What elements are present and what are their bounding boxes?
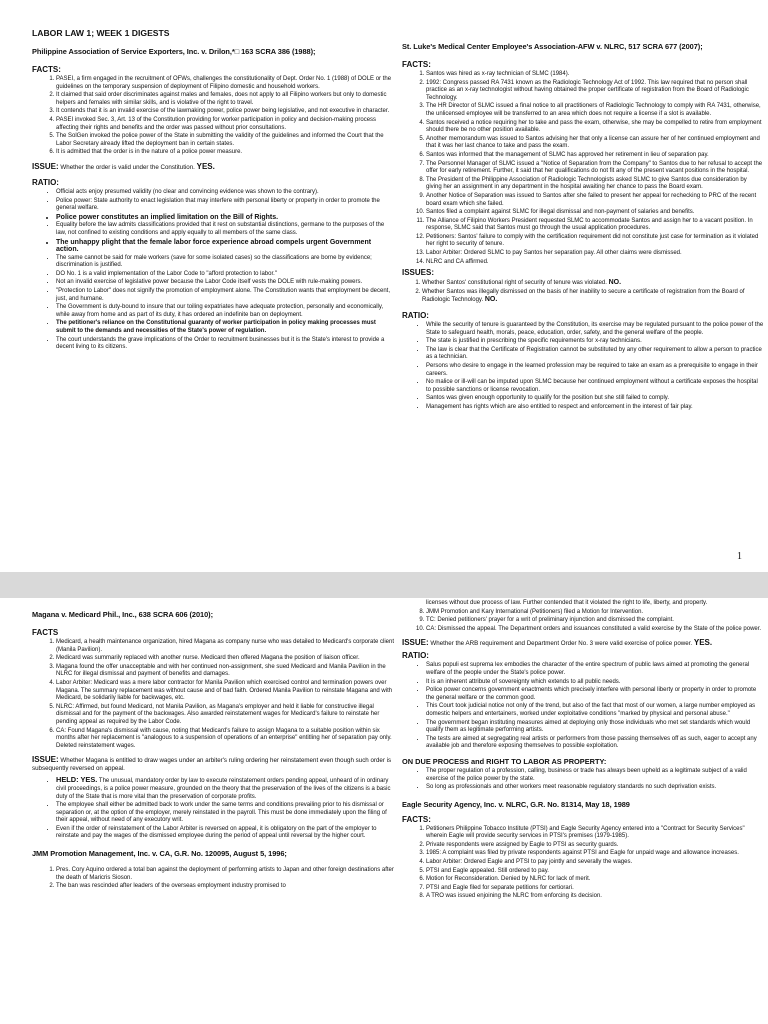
list-item: 8. The President of the Philippine Association of Radiologic Technologists asked SLMC to give Santos due consideration by giving her an assignment in any department in the hospital awaiting her chance to pass the Board exam. (426, 177, 764, 192)
ratio-heading: RATIO: (402, 651, 429, 661)
held-text: The unusual, mandatory order by law to execute reinstatement orders pending appeal, unheard of in ordinary civil proceedings, is a police power measure, grounded on the theory that the preservation of the lives of the citizens is a basic duty of the State that is more vital than the preservation of corporate profits. (56, 778, 391, 800)
list-item: • Police power constitutes an implied limitation on the Bill of Rights. (56, 214, 394, 222)
facts-list (32, 76, 394, 157)
facts-heading: FACTS: (402, 814, 431, 824)
list-item: • The court understands the grave implications of the Order to recruitment businesses but it is the State's interest to provide a decent living to its citizens. (56, 337, 394, 352)
list-item: • No malice or ill-will can be imputed upon SLMC because her continued employment without a certificate exposes the hospital to possible sanctions or license revocation. (426, 379, 764, 394)
list-item: 2. Medicard was summarily replaced with another nurse. Medicard then offered Magana the position of liaison officer. (56, 655, 394, 663)
left-column (32, 28, 394, 353)
list-item: 6. Motion for Reconsideration. Denied by NLRC for lack of merit. (426, 876, 764, 884)
due-process-heading: ON DUE PROCESS and RIGHT TO LABOR AS PROPERTY: (402, 756, 607, 766)
ratio-list (32, 189, 394, 352)
list-item: • The employee shall either be admitted back to work under the same terms and conditions prevailing prior to his dismissal or separation or, at the option of the employer, merely reinstated in the payroll. This must be done immediately upon the filing of their appeal, without need of any executory writ. (56, 802, 394, 825)
case-title-pasei: Philippine Association of Service Exporters, Inc. v. Drilon,*□ 163 SCRA 386 (1988); (32, 47, 316, 56)
list-item: • The same cannot be said for male workers (save for some isolated cases) so the classifications are borne by evidence; discrimination is justified. (56, 255, 394, 270)
case-title-magana: Magana v. Medicard Phil., Inc., 638 SCRA 606 (2010); (32, 610, 213, 619)
list-item: 1. PASEI, a firm engaged in the recruitment of OFWs, challenges the constitutionality of Dept. Order No. 1 (1988) of DOLE or the guidelines on the temporary suspension of deployment of Filipino domestic and household workers. (56, 76, 394, 91)
list-item: • It is an inherent attribute of sovereignty which extends to all public needs. (426, 679, 764, 687)
page-number: 1 (737, 551, 742, 562)
list-item: 4. Labor Arbiter: Ordered Eagle and PTSI to pay jointly and severally the wages. (426, 859, 764, 867)
issue-text: Whether the order is valid under the Constitution. (60, 163, 195, 171)
issue-answer: YES. (693, 638, 713, 648)
list-item: • Equality before the law admits classifications provided that it rest on substantial distinctions, germane to the purposes of the law, not confined to existing conditions and apply equally to all members of the same class. (56, 222, 394, 237)
list-item: • The state is justified in prescribing the specific requirements for x-ray technicians. (426, 338, 764, 346)
list-item: • The unhappy plight that the female labor force experience abroad compels urgent Government action. (56, 239, 394, 254)
list-item: 5. The SolGen invoked the police power of the State in submitting the validity of the guidelines and informed the Court that the Labor Secretary already lifted the deployment ban in certain states. (56, 133, 394, 148)
list-item: • The tests are aimed at segregating real artists or performers from those passing themselves off as such, eager to accept any available job and therefore exposing themselves to possible exploitation. (426, 736, 764, 751)
list-item: 5. NLRC: Affirmed, but found Medicard, not Manila Pavilion, as Magana's employer and held it liable for constructive illegal dismissal and for the payment of the backwages. Also awarded reinstatement wages for Medicard's failure to reinstate her pending appeal as required by the Labor Code. (56, 704, 394, 727)
issue-answer: NO. (608, 279, 622, 287)
list-item: • Santos was given enough opportunity to qualify for the position but she still failed to comply. (426, 395, 764, 403)
list-item: • "Protection to Labor" does not signify the promotion of employment alone. The Constitution wants that employment be decent, just, and humane. (56, 288, 394, 303)
document-title: LABOR LAW 1; WEEK 1 DIGESTS (32, 28, 170, 38)
list-item: • Official acts enjoy presumed validity (no clear and convincing evidence was shown to the contrary). (56, 189, 394, 197)
list-item: • Police power: State authority to enact legislation that may interfere with personal liberty or property in order to promote the general welfare. (56, 198, 394, 213)
left-column (32, 610, 394, 892)
list-item: 2. The ban was rescinded after leaders of the overseas employment industry promised to (56, 883, 394, 891)
held-label: HELD: YES. (56, 775, 98, 785)
list-item: 8. A TRO was issued enjoining the NLRC from enforcing its decision. (426, 893, 764, 901)
facts-heading: FACTS: (402, 60, 431, 69)
list-item: 3. Magana found the offer unacceptable and with her continued non-assignment, she sued Medicard and Manila Pavilion in the NLRC for illegal dismissal and payment of benefits and damages. (56, 664, 394, 679)
list-item: 5. Another memorandum was issued to Santos advising her that only a license can assure her of her continued employment and that it was her last chance to take and pass the exam. (426, 136, 764, 151)
issue-text: Whether Santos was illegally dismissed on the basis of her inability to secure a certificate of registration from the Board of Radiologic Technology. (422, 288, 745, 304)
list-item: 8. JMM Promotion and Kary International (Petitioners) filed a Motion for Intervention. (426, 609, 764, 617)
list-item: 9. TC: Denied petitioners' prayer for a writ of preliminary injunction and dismissed the complaint. (426, 617, 764, 625)
facts-list (32, 867, 394, 891)
list-item: 3. The HR Director of SLMC issued a final notice to all practitioners of Radiologic Technology to comply with RA 7431, otherwise, the unlicensed employee will be transferred to an area which does not require a license if a slot is available. (426, 103, 764, 118)
list-item: 4. Labor Arbiter: Medicard was a mere labor contractor for Manila Pavilion which exercised control and termination powers over Magana. The summary replacement was without cause and of bad faith. Ordered Manila Pavilion to reinstate Magana and with Medicard, be solidarily liable for backwages, etc. (56, 680, 394, 703)
issues-heading: ISSUES: (402, 268, 435, 278)
list-item: • The petitioner's reliance on the Constitutional guaranty of worker participation in policy making processes must submit to the demands and necessities of the State's power of regulation. (56, 320, 394, 335)
issue-text: Whether Magana is entitled to draw wages under an arbiter's ruling ordering her reinstatement even though such order is subsequently reversed on appeal. (32, 757, 392, 773)
issue-block (32, 163, 394, 172)
list-item: • Even if the order of reinstatement of the Labor Arbiter is reversed on appeal, it is obligatory on the part of the employer to reinstate and pay the wages of the dismissed employee during the period of appeal until reversal by the higher court. (56, 826, 394, 841)
list-item: 2. Private respondents were assigned by Eagle to PTSI as security guards. (426, 842, 764, 850)
list-item: 1. Santos was hired as x-ray technician of SLMC (1984). (426, 71, 764, 79)
case-title-jmm: JMM Promotion Management, Inc. v. CA, G.R. No. 120095, August 5, 1996; (32, 849, 287, 859)
facts-list (402, 826, 764, 901)
case-title-eagle: Eagle Security Agency, Inc. v. NLRC, G.R. No. 81314, May 18, 1989 (402, 799, 630, 809)
list-item: 6. Santos was informed that the management of SLMC has approved her retirement in lieu of separation pay. (426, 152, 764, 160)
list-item: • DO No. 1 is a valid implementation of the Labor Code to "afford protection to labor." (56, 271, 394, 279)
facts-list (402, 71, 764, 266)
ratio-list (402, 662, 764, 751)
list-item: 2. 1992: Congress passed RA 7431 known as the Radiologic Technology Act of 1992. This law required that no person shall practice as an x-ray technologist without having obtained the proper certificate of registration from the Board of Radiologic Technology. (426, 80, 764, 103)
list-item: • Persons who desire to engage in the learned profession may be required to take an exam as a prerequisite to engage in their careers. (426, 363, 764, 378)
list-item: 7. The Personnel Manager of SLMC issued a "Notice of Separation from the Company" to Santos due to her refusal to accept the offer for early retirement. Further, it said that her qualifications do not fit any of the present vacant positions in the hospital. (426, 161, 764, 176)
document-page-2 (0, 598, 768, 1024)
issue-answer: YES. (196, 161, 215, 171)
list-item: 11. The Alliance of Filipino Workers President requested SLMC to accommodate Santos and assign her to a vacant position. In response, SLMC said that Santos must go through the usual application procedures. (426, 218, 764, 233)
list-item: • Management has rights which are also entitled to respect and enforcement in the interest of fair play. (426, 404, 764, 412)
list-item (422, 289, 764, 305)
case-title-slmc: St. Luke's Medical Center Employee's Association-AFW v. NLRC, 517 SCRA 677 (2007); (402, 42, 703, 51)
list-item: 7. PTSI and Eagle filed for separate petitions for certiorari. (426, 885, 764, 893)
facts-list-continued (402, 600, 764, 633)
issue-block (32, 756, 394, 773)
list-item: • So long as professionals and other workers meet reasonable regulatory standards no such deprivation exists. (426, 784, 764, 792)
ratio-heading: RATIO: (32, 177, 59, 187)
held-list (32, 776, 394, 841)
list-item: • This Court took judicial notice not only of the trend, but also of the fact that most of our women, a large number employed as domestic helpers and entertainers, worked under exploitative conditions "marked by physical and personal abuse." (426, 703, 764, 718)
list-item: • The proper regulation of a profession, calling, business or trade has always been upheld as a legitimate subject of a valid exercise of the police power by the state. (426, 768, 764, 783)
list-item: 4. Santos received a notice requiring her to take and pass the exam, otherwise, she may be compelled to retire from employment should there be no other position available. (426, 120, 764, 135)
list-item: • Not an invalid exercise of legislative power because the Labor Code itself vests the DOLE with rule-making powers. (56, 279, 394, 287)
issue-label: ISSUE: (32, 755, 59, 765)
list-item: 6. CA: Found Magana's dismissal with cause, noting that Medicard's failure to assign Magana to a suitable position within six months after her replacement is "analogous to a suspension of operations of an enterprise" entitling her of separation pay only. Deleted reinstatement wages. (56, 728, 394, 751)
list-item (56, 776, 394, 801)
list-item: 4. PASEI invoked Sec. 3, Art. 13 of the Constitution providing for worker participation in policy and decision-making process affecting their rights and benefits and the order was passed without prior consultations. (56, 117, 394, 132)
list-item: 10. CA: Dismissed the appeal. The Department orders and issuances constituted a valid exercise by the State of the police power. (426, 626, 764, 634)
list-item: 1. Pres. Cory Aquino ordered a total ban against the deployment of performing artists to Japan and other foreign destinations after the death of Maricris Sioson. (56, 867, 394, 882)
list-item: • The Government is duty-bound to insure that our toiling expatriates have adequate protection, personally and economically, while away from home and as part of its duty, it has ordered an indefinite ban on deployment. (56, 304, 394, 319)
list-item: 6. It is admitted that the order is in the nature of a police power measure. (56, 149, 394, 157)
ratio-heading: RATIO: (402, 311, 429, 321)
list-item: 2. It claimed that said order discriminates against males and females, does not apply to all Filipino workers but only to domestic helpers and females with similar skills, and is violative of the right to travel. (56, 92, 394, 107)
list-item: • While the security of tenure is guaranteed by the Constitution, its exercise may be regulated pursuant to the police power of the State to safeguard health, morals, peace, education, order, safety, and the general welfare of the people. (426, 322, 764, 337)
list-item: • The government began instituting measures aimed at deploying only those individuals who met set standards which would qualify them as legitimate performing artists. (426, 720, 764, 735)
issue-text: Whether the ARB requirement and Department Order No. 3 were valid exercise of police power. (430, 640, 693, 648)
issue-block (402, 639, 764, 648)
list-item: • The law is clear that the Certificate of Registration cannot be substituted by any other requirement to allow a person to practice as a technician. (426, 347, 764, 362)
list-item: 1. Petitioners Philippine Tobacco Institute (PTSI) and Eagle Security Agency entered into a "Contract for Security Services" wherein Eagle will provide security services in PTSI's premises (1979-1985). (426, 826, 764, 841)
ratio-list (402, 322, 764, 412)
facts-heading: FACTS (32, 628, 59, 637)
list-item: • Salus populi est suprema lex embodies the character of the entire spectrum of public laws aimed at promoting the general welfare of the people under the State's police power. (426, 662, 764, 677)
list-item: 12. Petitioners: Santos' failure to comply with the certification requirement did not constitute just case for termination as it violated her right to security of tenure. (426, 234, 764, 249)
issues-list (402, 279, 764, 305)
list-item: 13. Labor Arbiter: Ordered SLMC to pay Santos her separation pay. All other claims were dismissed. (426, 250, 764, 258)
list-item: 14. NLRC and CA affirmed. (426, 259, 764, 267)
right-column (402, 600, 764, 902)
right-column (402, 42, 764, 413)
facts-heading: FACTS: (32, 65, 61, 74)
list-item: 1. Medicard, a health maintenance organization, hired Magana as company nurse who was detailed to Medicard's corporate client (Manila Pavilion). (56, 639, 394, 654)
issue-label: ISSUE: (32, 161, 59, 171)
list-item (422, 279, 764, 288)
facts-list (32, 639, 394, 750)
list-item: • Police power concerns government enactments which precisely interfere with personal liberty or property in order to promote the general welfare or the common good. (426, 687, 764, 702)
list-item: 3. It contends that it is an invalid exercise of the lawmaking power, police power being legislative, and not executive in character. (56, 108, 394, 116)
issue-text: Whether Santos' constitutional right of security of tenure was violated. (422, 280, 607, 287)
list-item: 9. Another Notice of Separation was issued to Santos after she failed to present her appeal for rechecking to PRC of the recent board exam which she failed. (426, 193, 764, 208)
list-item: 10. Santos filed a complaint against SLMC for illegal dismissal and non-payment of salaries and benefits. (426, 209, 764, 217)
due-process-list (402, 768, 764, 792)
list-item: licenses without due process of law. Further contended that it violated the right to life, liberty, and property. (426, 600, 708, 606)
issue-label: ISSUE: (402, 638, 429, 648)
list-item: 5. PTSI and Eagle appealed. Still ordered to pay. (426, 868, 764, 876)
list-item: 3. 1985: A complaint was filed by private respondents against PTSI and Eagle for unpaid wage and allowance increases. (426, 850, 764, 858)
issue-answer: NO. (484, 296, 498, 304)
